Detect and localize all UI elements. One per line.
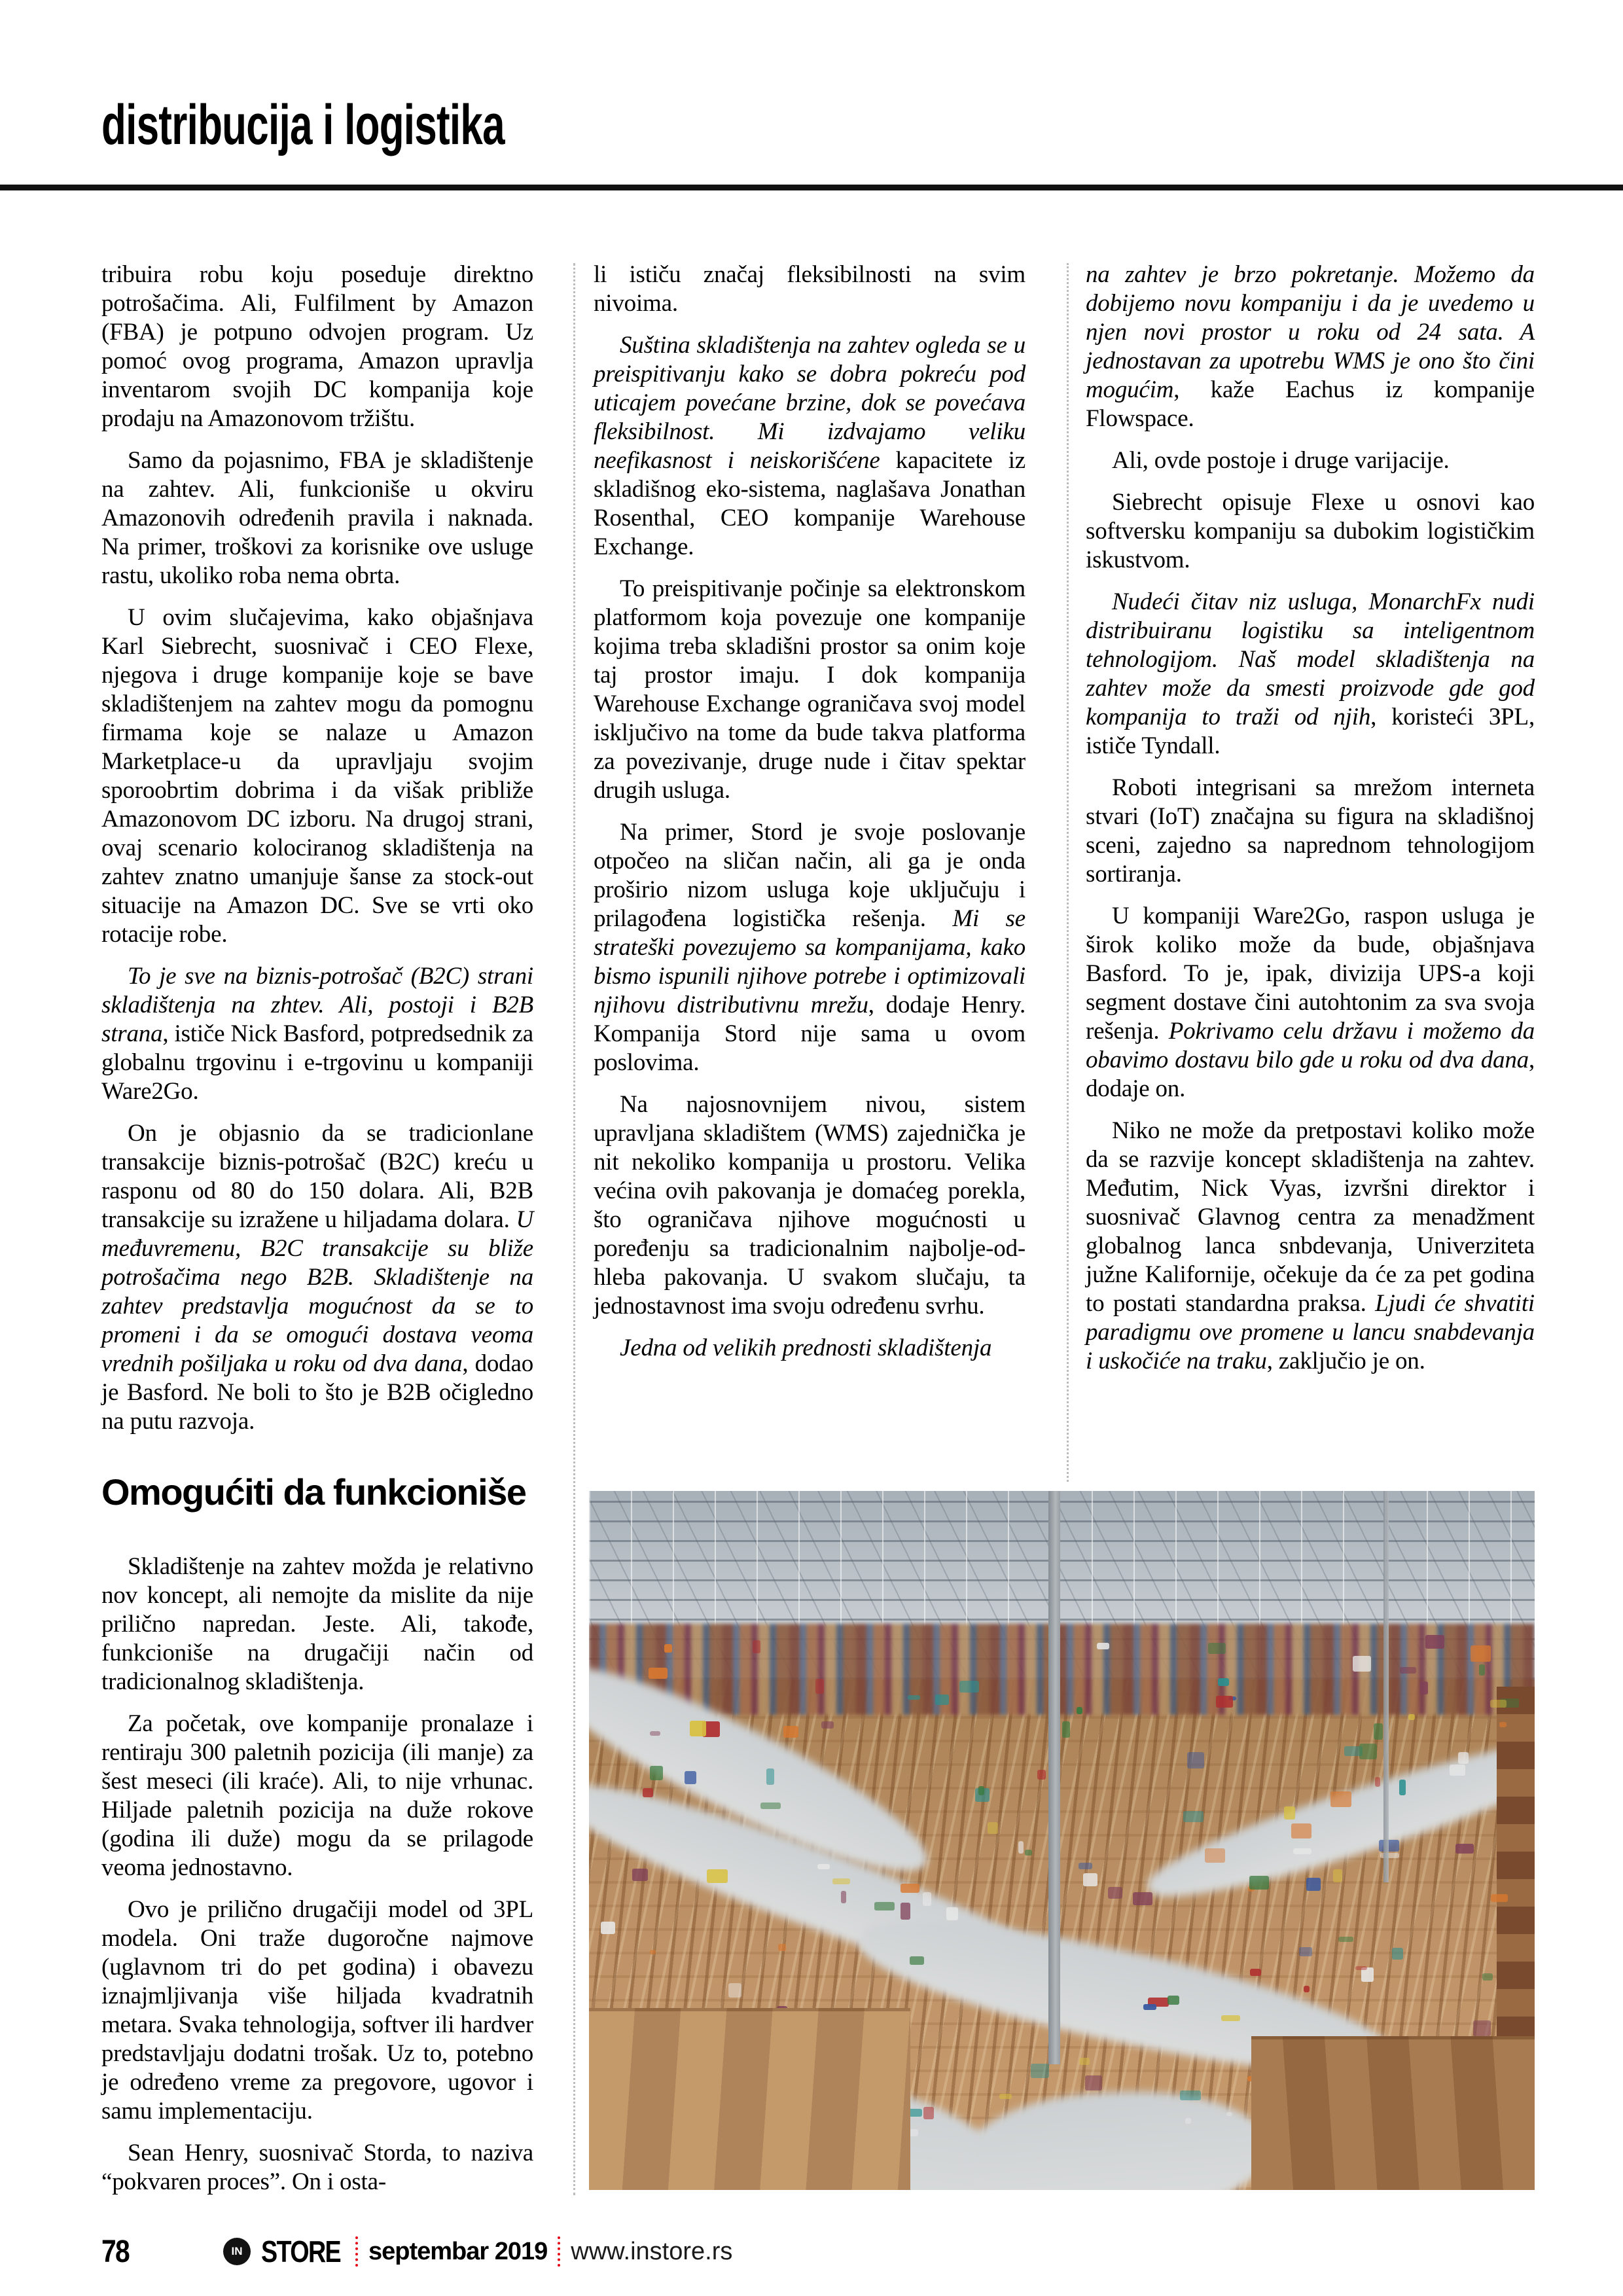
instore-logo-icon	[223, 2238, 251, 2265]
photo-texture-spot	[1490, 1700, 1507, 1708]
photo-mezzanine-products	[589, 1624, 1535, 1715]
warehouse-photo	[589, 1491, 1535, 2190]
photo-texture-spot	[753, 1640, 760, 1653]
photo-texture-spot	[1079, 2058, 1090, 2064]
photo-texture-spot	[1392, 1948, 1403, 1960]
paragraph: Siebrecht opisuje Flexe u osnovi kao softversku kompaniju sa dubokim logističkim iskustvom.	[1086, 489, 1535, 573]
photo-texture-spot	[1399, 1780, 1406, 1795]
photo-texture-spot	[1450, 1765, 1465, 1776]
paragraph: Samo da pojasnimo, FBA je skladištenje na zahtev. Ali, funkcioniše u okviru Amazonovih određenih pravila i naknada. Na primer, troškovi za korisnike ove usluge rastu, ukoliko roba nema obrta.	[101, 447, 533, 589]
photo-texture-spot	[1473, 2020, 1491, 2036]
photo-texture-spot	[1293, 1848, 1311, 1854]
photo-texture-spot	[1333, 1869, 1342, 1883]
footer-divider-icon	[558, 2236, 560, 2267]
photo-texture-spot	[1249, 1876, 1269, 1890]
photo-texture-spot	[1355, 1966, 1367, 1970]
photo-texture-spot	[817, 1864, 830, 1869]
photo-texture-spot	[1025, 1850, 1033, 1856]
photo-texture-spot	[978, 1786, 984, 1795]
photo-texture-spot	[946, 1907, 958, 1920]
photo-texture-spot	[1180, 2090, 1200, 2101]
photo-texture-spot	[1359, 1744, 1378, 1759]
header-rule	[0, 185, 1623, 190]
photo-texture-spot	[632, 1869, 648, 1880]
photo-texture-spot	[1374, 1723, 1383, 1740]
photo-texture-spot	[728, 1983, 741, 1998]
photo-texture-spot	[1085, 2075, 1102, 2090]
photo-texture-spot	[923, 2107, 934, 2119]
photo-texture-spot	[1168, 1996, 1179, 2004]
page-footer	[101, 2231, 732, 2272]
photo-texture-spot	[1187, 1752, 1204, 1768]
photo-texture-spot	[783, 1726, 798, 1738]
footer-divider-icon	[355, 2236, 358, 2267]
photo-texture-spot	[901, 1884, 920, 1893]
photo-texture-spot	[1353, 1656, 1372, 1671]
photo-texture-spot	[1458, 1752, 1469, 1764]
photo-texture-spot	[815, 1679, 824, 1694]
photo-texture-spot	[1221, 2015, 1240, 2020]
photo-texture-spot	[1482, 1973, 1493, 1981]
photo-texture-spot	[1479, 1664, 1486, 1676]
paragraph: To je sve na biznis-potrošač (B2C) strani skladištenja na zhtev. Ali, postoji i B2B strana, ističe Nick Basford, potpredsednik za globalnu trgovinu i e-trgovinu u kompaniji Ware2Go.	[101, 963, 533, 1105]
photo-texture-spot	[650, 1731, 660, 1736]
paragraph: Nudeći čitav niz usluga, MonarchFx nudi distribuiranu logistiku sa inteligentnom tehnologijom. Naš model skladištenja na zahtev može da smesti proizvode gde god kompanija to traži od njih, koristeći 3PL, ističe Tyndall.	[1086, 588, 1535, 759]
article-column-3	[1086, 260, 1535, 1389]
paragraph: Niko ne može da pretpostavi koliko može da se razvije koncept skladištenja na zahtev. Međutim, Nick Vyas, izvršni direktor i suosnivač Glavnog centra za menadžment globalnog lanca snbdevanja, Univerziteta južne Kalifornije, očekuje da će za pet godina to postati standardna praksa. Ljudi će shvatiti paradigmu ove promene u lancu snabdevanja i uskočiće na traku, zaključio je on.	[1086, 1117, 1535, 1374]
photo-texture-spot	[874, 1902, 894, 1910]
footer-brand: STORE	[261, 2234, 341, 2269]
photo-support-pole	[1383, 1491, 1389, 1882]
paragraph: U ovim slučajevima, kako objašnjava Karl Siebrecht, suosnivač i CEO Flexe, njegova i druge kompanije koje se bave skladištenjem na zahtev mogu da pomognu firmama koje se nalaze u Amazon Marketplace-u da upravljaju svojim sporoobrtim dobrima i da višak približe Amazonovom DC izboru. Na drugoj strani, ovaj scenario kolociranog skladištenja na zahtev znatno umanjuje šanse za stock-out situacije na Amazon DC. Sve se vrti oko rotacije robe.	[101, 604, 533, 948]
photo-texture-spot	[935, 1695, 949, 1706]
footer-brand-row	[223, 2234, 732, 2269]
paragraph: Jedna od velikih prednosti skladištenja	[620, 1335, 992, 1361]
photo-texture-spot	[1499, 1722, 1507, 1727]
photo-texture-spot	[1408, 1714, 1415, 1719]
photo-texture-spot	[1425, 1635, 1444, 1649]
paragraph: Ovo je prilično drugačiji model od 3PL modela. Oni traže dugoročne najmove (uglavnom tri do pet godina) i obavezu iznajmljivanja više hiljada kvadratnih metara. Svaka tehnologija, softver ili hardver predstavljaju dodatni trošak. Uz to, potebno je određeno vreme za pregovore, ugovor i samu implementaciju.	[101, 1896, 533, 2125]
photo-texture-spot	[649, 1668, 668, 1679]
paragraph: Za početak, ove kompanije pronalaze i rentiraju 300 paletnih pozicija (ili manje) za šest meseci (ili kraće). Ali, to nije vrhunac. Hiljade paletnih pozicija na duže rokove (godina ili duže) mogu da se prilagode veoma jednostavno.	[101, 1710, 533, 1881]
photo-texture-spot	[923, 1892, 931, 1906]
photo-texture-spot	[1420, 1681, 1428, 1695]
paragraph: Ali, ovde postoje i druge varijacije.	[1112, 447, 1450, 474]
photo-texture-spot	[1304, 1986, 1310, 1992]
photo-texture-spot	[1133, 1892, 1152, 1905]
paragraph: na zahtev je brzo pokretanje. Možemo da dobijemo novu kompaniju i da je uvedemo u njen novi prostor u roku od 24 sata. A jednostavan za upotrebu WMS je ono što čini mogućim, kaže Eachus iz kompanije Flowspace.	[1086, 261, 1535, 432]
photo-texture-spot	[1185, 2118, 1191, 2124]
photo-texture-spot	[650, 1950, 656, 1954]
photo-texture-spot	[1299, 1947, 1312, 1956]
photo-texture-spot	[908, 1695, 920, 1700]
column-separator-1	[573, 263, 575, 2195]
photo-texture-spot	[1062, 1721, 1070, 1738]
photo-texture-spot	[1306, 1878, 1321, 1891]
photo-texture-spot	[1361, 1967, 1374, 1982]
paragraph: U kompaniji Ware2Go, raspon usluga je širok koliko može da bude, objašnjava Basford. To je, ipak, divizija UPS-a koji segment dostave čini autohtonim za sva svoja rešenja. Pokrivamo celu državu i možemo da obavimo dostavu bilo gde u roku od dva dana, dodaje on.	[1086, 903, 1535, 1102]
photo-texture-spot	[841, 1891, 846, 1903]
photo-texture-spot	[1037, 1770, 1046, 1780]
photo-texture-spot	[999, 2094, 1012, 2099]
photo-texture-spot	[1338, 1937, 1353, 1942]
photo-texture-spot	[1083, 1873, 1097, 1886]
photo-texture-spot	[778, 1944, 786, 1951]
photo-texture-spot	[1330, 1791, 1351, 1806]
photo-texture-spot	[707, 1869, 728, 1883]
photo-texture-spot	[1471, 1645, 1491, 1662]
photo-texture-spot	[1284, 1806, 1295, 1820]
photo-texture-spot	[690, 1721, 706, 1736]
paragraph: Roboti integrisani sa mrežom interneta stvari (IoT) značajna su figura na skladišnoj sceni, zajedno sa naprednom tehnologijom sortiranja.	[1086, 774, 1535, 888]
article-column-1	[101, 260, 533, 2210]
photo-texture-spot	[1291, 1823, 1311, 1839]
photo-texture-spot	[1455, 1844, 1474, 1854]
photo-texture-spot	[1077, 1707, 1082, 1714]
photo-texture-spot	[1108, 1887, 1122, 1899]
page-title: distribucija i logistika	[101, 94, 505, 156]
paragraph: Na najosnovnijem nivou, sistem upravljana skladištem (WMS) zajednička je nit nekoliko kompanija u prostoru. Velika većina ovih pakovanja je domaćeg porekla, što ograničava njihove mogućnosti u poređenju sa tradicionalnim najbolje-od-hleba pakovanja. U svakom slučaju, ta jednostavnost ima svoju određenu svrhu.	[594, 1091, 1026, 1319]
paragraph: li ističu značaj fleksibilnosti na svim nivoima.	[594, 261, 1026, 317]
photo-texture-spot	[901, 1903, 910, 1920]
photo-texture-spot	[1491, 1894, 1508, 1902]
photo-texture-spot	[685, 1771, 696, 1784]
photo-texture-spot	[1250, 1969, 1261, 1976]
photo-texture-spot	[1205, 1848, 1225, 1863]
photo-foreground-boxes	[1251, 2036, 1535, 2190]
photo-texture-spot	[1216, 1696, 1233, 1708]
instore-logo-monogram: IN	[231, 2245, 243, 2257]
paragraph: On je objasnio da se tradicionlane transakcije biznis-potrošač (B2C) kreću u rasponu od 80 do 150 dolara. Ali, B2B transakcije su izražene u hiljadama dolara. U međuvremenu, B2C transakcije su bliže potrošačima nego B2B. Skladištenje na zahtev predstavlja mogućnost da se to promeni i da se omogući dostava veoma vrednih pošiljaka u roku od dva dana, dodao je Basford. Ne boli to što je B2B očigledno na putu razvoja.	[101, 1120, 533, 1435]
photo-texture-spot	[1079, 1863, 1092, 1870]
footer-issue-date: septembar 2019	[368, 2237, 548, 2265]
page-number: 78	[101, 2234, 129, 2269]
paragraph: Skladištenje na zahtev možda je relativno nov koncept, ali nemojte da mislite da nije prilično napredan. Jeste. Ali, takođe, funkcioniše na drugačiji način od tradicionalnog skladištenja.	[101, 1553, 533, 1695]
photo-texture-spot	[1143, 2004, 1157, 2011]
photo-texture-spot	[959, 1681, 979, 1693]
photo-texture-spot	[643, 1788, 653, 1797]
photo-texture-spot	[1208, 1643, 1226, 1654]
photo-texture-spot	[832, 1878, 850, 1884]
paragraph: To preispitivanje počinje sa elektronskom platformom koja povezuje one kompanije kojima treba skladišni prostor sa onim koje taj prostor imaju. I dok kompanija Warehouse Exchange ograničava svoj model isključivo na tome da bude takva platforma za povezivanje, druge nude i čitav spektar drugih usluga.	[594, 575, 1026, 804]
photo-texture-spot	[1183, 1811, 1204, 1822]
photo-texture-spot	[1375, 1777, 1380, 1787]
photo-texture-spot	[1018, 1841, 1024, 1854]
photo-texture-spot	[1218, 1678, 1229, 1686]
paragraph: Suština skladištenja na zahtev ogleda se u preispitivanju kako se dobra pokreću pod uticajem povećane brzine, dok se povećava fleksibilnost. Mi izdvajamo veliku neefikasnost i neiskorišćene kapacitete iz skladišnog eko-sistema, naglašava Jonathan Rosenthal, CEO kompanije Warehouse Exchange.	[594, 332, 1026, 560]
column-separator-2	[1067, 263, 1069, 1482]
photo-texture-spot	[664, 1644, 672, 1653]
section-heading: Omogućiti da funkcioniše	[101, 1471, 526, 1513]
photo-texture-spot	[760, 1803, 781, 1809]
paragraph: Na primer, Stord je svoje poslovanje otpočeo na sličan način, ali ga je onda proširio nizom usluga koje uključuju i prilagođena logistička rešenja. Mi se strateški povezujemo sa kompanijama, kako bismo ispunili njihove potrebe i optimizovali njihovu distributivnu mrežu, dodaje Henry. Kompanija Stord nije sama u ovom poslovima.	[594, 819, 1026, 1076]
paragraph: Sean Henry, suosnivač Storda, to naziva “pokvaren proces”. On i osta-	[101, 2140, 533, 2195]
photo-texture-spot	[766, 1768, 774, 1784]
article-column-2	[594, 260, 1026, 1376]
photo-texture-spot	[601, 1922, 615, 1934]
photo-texture-spot	[988, 1822, 999, 1835]
photo-texture-spot	[1400, 1667, 1416, 1674]
photo-texture-spot	[1031, 2064, 1050, 2078]
footer-website-link[interactable]: www.instore.rs	[571, 2237, 733, 2265]
photo-texture-spot	[910, 1956, 924, 1965]
paragraph: tribuira robu koju poseduje direktno potrošačima. Ali, Fulfilment by Amazon (FBA) je potpuno odvojen program. Uz pomoć ovog programa, Amazon upravlja inventarom svojih DC kompanija koje prodaju na Amazonovom tržištu.	[101, 261, 533, 432]
photo-texture-spot	[821, 1721, 834, 1729]
photo-support-pole	[1048, 1491, 1060, 2064]
photo-texture-spot	[1097, 1643, 1109, 1649]
photo-foreground-boxes	[589, 2008, 910, 2190]
photo-texture-spot	[650, 1766, 663, 1780]
